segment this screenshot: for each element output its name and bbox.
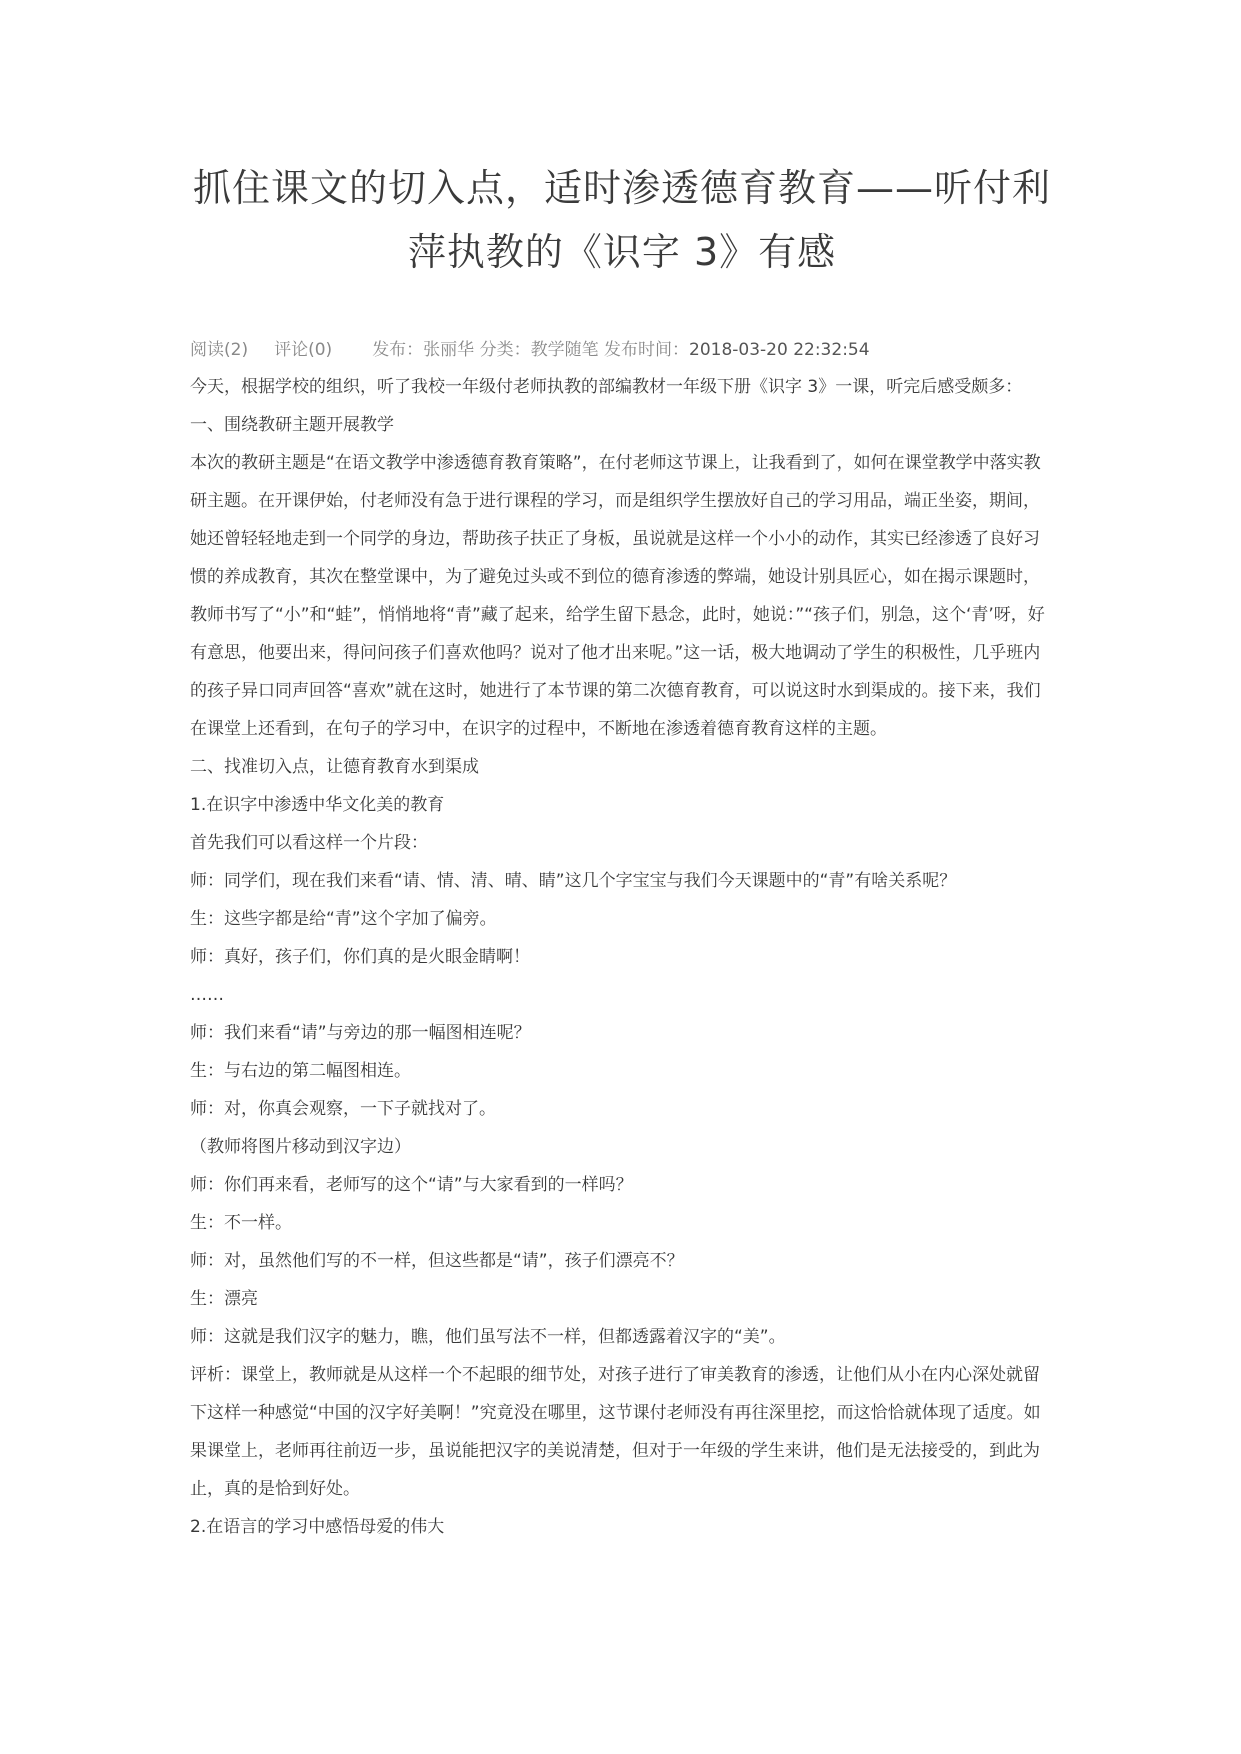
dialogue-line: 生：漂亮	[190, 1289, 258, 1309]
subsection-heading: 2.在语言的学习中感悟母爱的伟大	[190, 1517, 445, 1537]
dialogue-line: 生：与右边的第二幅图相连。	[190, 1061, 411, 1081]
dialogue-line: 生：不一样。	[190, 1213, 292, 1233]
article-title: 抓住课文的切入点，适时渗透德育教育——听付利萍执教的《识字 3》有感	[192, 166, 1051, 274]
dialogue-line: 师：我们来看“请”与旁边的那一幅图相连呢？	[190, 1023, 531, 1043]
dialogue-line: 师：对，你真会观察，一下子就找对了。	[190, 1099, 496, 1119]
document-page	[190, 0, 1054, 1546]
commentary-paragraph: 评析：课堂上，教师就是从这样一个不起眼的细节处，对孩子进行了审美教育的渗透，让他们从小在内心深处就留下这样一种感觉“中国的汉字好美啊！”究竟没在哪里，这节课付老师没有再往深里挖，而这恰恰就体现了适度。如果课堂上，老师再往前迈一步，虽说能把汉字的美说清楚，但对于一年级的学生来讲，他们是无法接受的，到此为止，真的是恰到好处。	[190, 1365, 1041, 1499]
article-meta	[190, 332, 1054, 368]
publish-time-label: 发布时间：	[604, 340, 689, 360]
publisher: 发布：张丽华	[372, 340, 475, 360]
subsection-heading: 1.在识字中渗透中华文化美的教育	[190, 795, 445, 815]
paragraph: 本次的教研主题是“在语文教学中渗透德育教育策略”，在付老师这节课上，让我看到了，如何在课堂教学中落实教研主题。在开课伊始，付老师没有急于进行课程的学习，而是组织学生摆放好自己的学习用品，端正坐姿，期间，她还曾轻轻地走到一个同学的身边，帮助孩子扶正了身板，虽说就是这样一个小小的动作，其实已经渗透了良好习惯的养成教育，其次在整堂课中，为了避免过头或不到位的德育渗透的弊端，她设计别具匠心，如在揭示课题时，教师书写了“小”和“蛙”，悄悄地将“青”藏了起来，给学生留下悬念，此时，她说：”“孩子们，别急，这个‘青’呀，好有意思，他要出来，得问问孩子们喜欢他吗？说对了他才出来呢。”这一话，极大地调动了学生的积极性，几乎班内的孩子异口同声回答“喜欢”就在这时，她进行了本节课的第二次德育教育，可以说这时水到渠成的。接下来，我们在课堂上还看到，在句子的学习中，在识字的过程中，不断地在渗透着德育教育这样的主题。	[190, 453, 1045, 739]
article-body	[190, 368, 1054, 1546]
stage-direction: （教师将图片移动到汉字边）	[190, 1137, 411, 1157]
publish-time: 2018-03-20 22:32:54	[689, 340, 870, 360]
section-heading: 一、围绕教研主题开展教学	[190, 415, 394, 435]
dialogue-line: 师：对，虽然他们写的不一样，但这些都是“请”，孩子们漂亮不？	[190, 1251, 684, 1271]
dialogue-line: 师：同学们，现在我们来看“请、情、清、晴、睛”这几个字宝宝与我们今天课题中的“青”有啥关系呢？	[190, 871, 957, 891]
comment-count: 评论(0)	[274, 340, 333, 360]
section-heading: 二、找准切入点，让德育教育水到渠成	[190, 757, 479, 777]
ellipsis-line: ……	[190, 985, 224, 1005]
category: 分类：教学随笔	[479, 340, 599, 360]
dialogue-line: 师：真好，孩子们，你们真的是火眼金睛啊！	[190, 947, 530, 967]
paragraph: 今天，根据学校的组织，听了我校一年级付老师执教的部编教材一年级下册《识字 3》一课，听完后感受颇多：	[190, 377, 1023, 397]
dialogue-line: 师：这就是我们汉字的魅力，瞧，他们虽写法不一样，但都透露着汉字的“美”。	[190, 1327, 786, 1347]
paragraph: 首先我们可以看这样一个片段：	[190, 833, 428, 853]
dialogue-line: 师：你们再来看，老师写的这个“请”与大家看到的一样吗？	[190, 1175, 633, 1195]
dialogue-line: 生：这些字都是给“青”这个字加了偏旁。	[190, 909, 497, 929]
read-count: 阅读(2)	[190, 340, 249, 360]
